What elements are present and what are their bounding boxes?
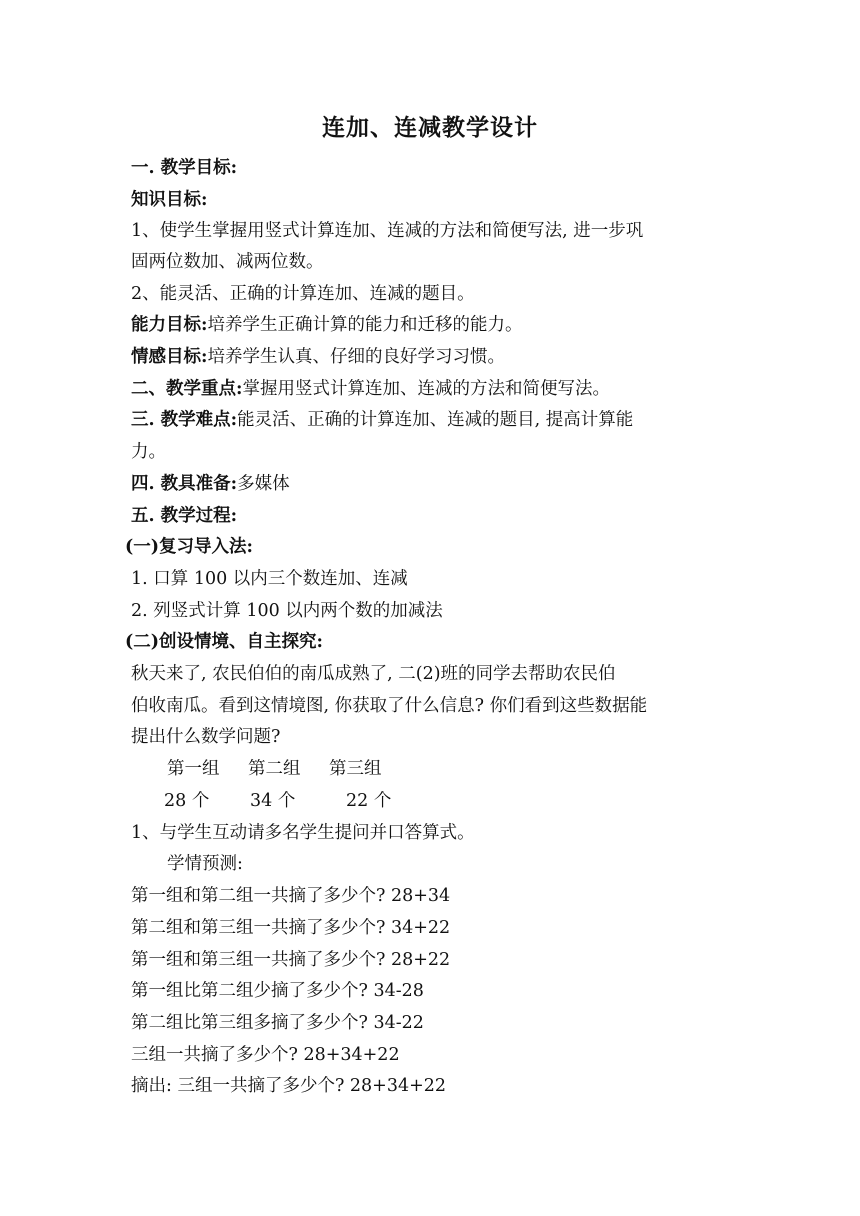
part1-item-2: 2. 列竖式计算 100 以内两个数的加减法 [131, 601, 443, 621]
group-label-2: 第二组 [248, 759, 301, 779]
group-value-3: 22 个 [346, 791, 392, 811]
knowledge-objective-1b: 固两位数加、减两位数。 [131, 252, 324, 272]
story-line-2: 伯收南瓜。看到这情境图, 你获取了什么信息? 你们看到这些数据能 [131, 696, 648, 716]
part1-heading: (一)复习导入法: [125, 537, 254, 557]
forecast-question-2: 第二组和第三组一共摘了多少个? 34+22 [131, 918, 451, 938]
key-points-heading: 二、教学重点: [131, 379, 243, 399]
ability-objective-text: 培养学生正确计算的能力和迁移的能力。 [207, 315, 523, 335]
emotion-objective-heading: 情感目标: [131, 347, 208, 367]
knowledge-objective-2: 2、能灵活、正确的计算连加、连减的题目。 [131, 284, 475, 304]
group-value-2: 34 个 [250, 791, 296, 811]
section-objectives-heading: 一. 教学目标: [131, 158, 238, 178]
selected-question: 摘出: 三组一共摘了多少个? 28+34+22 [131, 1076, 447, 1096]
ability-objective [131, 310, 741, 341]
teaching-aids-text: 多媒体 [237, 474, 290, 494]
difficult-points-continued: 力。 [131, 442, 166, 462]
forecast-heading: 学情预测: [167, 854, 243, 874]
teaching-process-heading: 五. 教学过程: [131, 506, 238, 526]
part2-heading: (二)创设情境、自主探究: [125, 632, 324, 652]
part1-item-1: 1. 口算 100 以内三个数连加、连减 [131, 569, 408, 589]
emotion-objective [131, 342, 741, 373]
difficult-points-heading: 三. 教学难点: [131, 410, 238, 430]
forecast-question-3: 第一组和第三组一共摘了多少个? 28+22 [131, 950, 451, 970]
teaching-aids [131, 469, 741, 500]
story-line-1: 秋天来了, 农民伯伯的南瓜成熟了, 二(2)班的同学去帮助农民伯 [131, 664, 616, 684]
emotion-objective-text: 培养学生认真、仔细的良好学习习惯。 [207, 347, 505, 367]
key-points-text: 掌握用竖式计算连加、连减的方法和简便写法。 [242, 379, 610, 399]
story-line-3: 提出什么数学问题? [131, 727, 281, 747]
forecast-question-4: 第一组比第二组少摘了多少个? 34-28 [131, 981, 424, 1001]
forecast-question-6: 三组一共摘了多少个? 28+34+22 [131, 1045, 400, 1065]
knowledge-objective-heading: 知识目标: [131, 190, 208, 210]
document-title: 连加、连减教学设计 [322, 114, 538, 141]
teaching-aids-heading: 四. 教具准备: [131, 474, 238, 494]
interaction-line: 1、与学生互动请多名学生提问并口答算式。 [131, 823, 475, 843]
forecast-question-5: 第二组比第三组多摘了多少个? 34-22 [131, 1013, 424, 1033]
group-label-1: 第一组 [167, 759, 220, 779]
knowledge-objective-1a: 1、使学生掌握用竖式计算连加、连减的方法和简便写法, 进一步巩 [131, 221, 644, 241]
group-label-3: 第三组 [329, 759, 382, 779]
forecast-question-1: 第一组和第二组一共摘了多少个? 28+34 [131, 886, 451, 906]
group-value-1: 28 个 [164, 791, 210, 811]
ability-objective-heading: 能力目标: [131, 315, 208, 335]
difficult-points [131, 405, 741, 436]
difficult-points-text: 能灵活、正确的计算连加、连减的题目, 提高计算能 [237, 410, 634, 430]
key-points [131, 374, 741, 405]
